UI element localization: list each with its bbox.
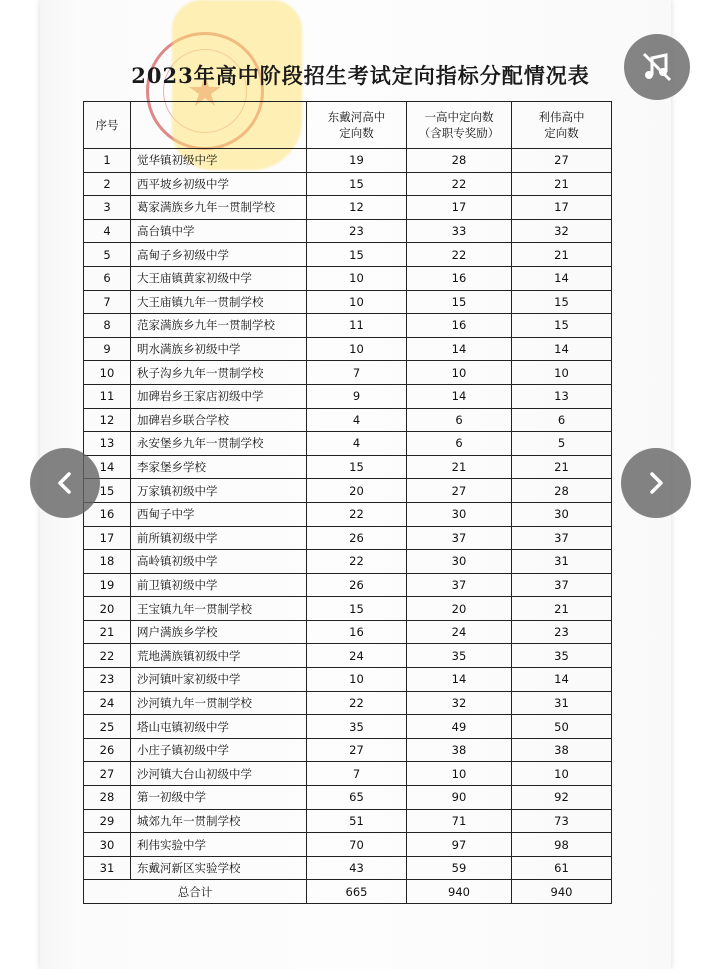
cell-school: 小庄子镇初级中学 (131, 738, 307, 762)
total-liwei: 940 (512, 880, 612, 904)
page-title: 2023年高中阶段招生考试定向指标分配情况表 (131, 63, 590, 88)
cell-yizhong: 28 (407, 149, 512, 173)
cell-dongdaihe: 26 (307, 526, 407, 550)
cell-yizhong: 97 (407, 833, 512, 857)
next-image-button[interactable] (621, 448, 691, 518)
cell-liwei: 50 (512, 715, 612, 739)
cell-yizhong: 37 (407, 573, 512, 597)
chevron-left-icon (50, 468, 80, 498)
cell-school: 万家镇初级中学 (131, 479, 307, 503)
cell-liwei: 21 (512, 455, 612, 479)
cell-no: 24 (84, 691, 131, 715)
cell-dongdaihe: 15 (307, 597, 407, 621)
header-no: 序号 (84, 102, 131, 149)
table-row (84, 856, 612, 880)
cell-liwei: 35 (512, 644, 612, 668)
previous-image-button[interactable] (30, 448, 100, 518)
cell-liwei: 21 (512, 597, 612, 621)
cell-no: 26 (84, 738, 131, 762)
cell-no: 4 (84, 219, 131, 243)
cell-liwei: 30 (512, 502, 612, 526)
cell-liwei: 21 (512, 243, 612, 267)
cell-dongdaihe: 7 (307, 762, 407, 786)
cell-dongdaihe: 20 (307, 479, 407, 503)
cell-no: 20 (84, 597, 131, 621)
cell-no: 16 (84, 502, 131, 526)
cell-dongdaihe: 22 (307, 691, 407, 715)
chevron-right-icon (641, 468, 671, 498)
cell-dongdaihe: 70 (307, 833, 407, 857)
cell-yizhong: 14 (407, 337, 512, 361)
cell-liwei: 27 (512, 149, 612, 173)
cell-dongdaihe: 10 (307, 337, 407, 361)
cell-liwei: 98 (512, 833, 612, 857)
cell-yizhong: 32 (407, 691, 512, 715)
table-row (84, 738, 612, 762)
cell-no: 15 (84, 479, 131, 503)
cell-yizhong: 17 (407, 196, 512, 220)
cell-school: 利伟实验中学 (131, 833, 307, 857)
cell-dongdaihe: 15 (307, 455, 407, 479)
cell-dongdaihe: 15 (307, 172, 407, 196)
cell-dongdaihe: 24 (307, 644, 407, 668)
cell-school: 城郊九年一贯制学校 (131, 809, 307, 833)
cell-yizhong: 6 (407, 432, 512, 456)
cell-liwei: 14 (512, 668, 612, 692)
table-row (84, 455, 612, 479)
cell-dongdaihe: 22 (307, 502, 407, 526)
cell-liwei: 14 (512, 266, 612, 290)
cell-dongdaihe: 43 (307, 856, 407, 880)
cell-yizhong: 20 (407, 597, 512, 621)
table-row (84, 479, 612, 503)
cell-yizhong: 16 (407, 314, 512, 338)
cell-school: 范家满族乡九年一贯制学校 (131, 314, 307, 338)
table-row (84, 337, 612, 361)
table-row (84, 809, 612, 833)
cell-yizhong: 37 (407, 526, 512, 550)
cell-no: 2 (84, 172, 131, 196)
cell-dongdaihe: 11 (307, 314, 407, 338)
cell-yizhong: 71 (407, 809, 512, 833)
table-row (84, 597, 612, 621)
cell-school: 荒地满族镇初级中学 (131, 644, 307, 668)
cell-liwei: 15 (512, 314, 612, 338)
cell-yizhong: 22 (407, 172, 512, 196)
cell-no: 6 (84, 266, 131, 290)
table-row (84, 361, 612, 385)
cell-dongdaihe: 10 (307, 290, 407, 314)
table-row (84, 314, 612, 338)
cell-liwei: 23 (512, 620, 612, 644)
cell-no: 25 (84, 715, 131, 739)
cell-school: 前所镇初级中学 (131, 526, 307, 550)
cell-liwei: 28 (512, 479, 612, 503)
cell-dongdaihe: 4 (307, 408, 407, 432)
cell-yizhong: 6 (407, 408, 512, 432)
cell-school: 沙河镇叶家初级中学 (131, 668, 307, 692)
table-total-row (84, 880, 612, 904)
cell-school: 觉华镇初级中学 (131, 149, 307, 173)
cell-liwei: 14 (512, 337, 612, 361)
cell-school: 葛家满族乡九年一贯制学校 (131, 196, 307, 220)
table-row (84, 149, 612, 173)
cell-no: 21 (84, 620, 131, 644)
cell-dongdaihe: 4 (307, 432, 407, 456)
table-row (84, 502, 612, 526)
cell-dongdaihe: 23 (307, 219, 407, 243)
table-row (84, 526, 612, 550)
cell-no: 30 (84, 833, 131, 857)
cell-school: 东戴河新区实验学校 (131, 856, 307, 880)
cell-dongdaihe: 19 (307, 149, 407, 173)
table-row (84, 550, 612, 574)
cell-yizhong: 27 (407, 479, 512, 503)
table-row (84, 644, 612, 668)
table-row (84, 668, 612, 692)
table-row (84, 172, 612, 196)
cell-yizhong: 21 (407, 455, 512, 479)
table-row (84, 196, 612, 220)
cell-no: 17 (84, 526, 131, 550)
cell-dongdaihe: 26 (307, 573, 407, 597)
header-dongdaihe: 东戴河高中 定向数 (307, 102, 407, 149)
cell-liwei: 37 (512, 526, 612, 550)
cell-liwei: 37 (512, 573, 612, 597)
cell-school: 西甸子中学 (131, 502, 307, 526)
cell-dongdaihe: 16 (307, 620, 407, 644)
cell-school: 前卫镇初级中学 (131, 573, 307, 597)
cell-dongdaihe: 10 (307, 668, 407, 692)
cell-liwei: 32 (512, 219, 612, 243)
cell-yizhong: 33 (407, 219, 512, 243)
table-row (84, 432, 612, 456)
cell-liwei: 21 (512, 172, 612, 196)
cell-yizhong: 14 (407, 668, 512, 692)
cell-liwei: 31 (512, 550, 612, 574)
cell-liwei: 31 (512, 691, 612, 715)
cell-yizhong: 49 (407, 715, 512, 739)
cell-yizhong: 24 (407, 620, 512, 644)
cell-yizhong: 14 (407, 384, 512, 408)
cell-dongdaihe: 35 (307, 715, 407, 739)
cell-no: 3 (84, 196, 131, 220)
table-row (84, 715, 612, 739)
cell-liwei: 61 (512, 856, 612, 880)
cell-school: 大王庙镇九年一贯制学校 (131, 290, 307, 314)
cell-no: 22 (84, 644, 131, 668)
cell-dongdaihe: 15 (307, 243, 407, 267)
cell-liwei: 10 (512, 762, 612, 786)
header-liwei: 利伟高中 定向数 (512, 102, 612, 149)
cell-no: 11 (84, 384, 131, 408)
music-toggle-button[interactable] (624, 34, 690, 100)
cell-yizhong: 10 (407, 361, 512, 385)
cell-no: 28 (84, 786, 131, 810)
cell-school: 李家堡乡学校 (131, 455, 307, 479)
cell-no: 8 (84, 314, 131, 338)
cell-liwei: 13 (512, 384, 612, 408)
cell-yizhong: 30 (407, 550, 512, 574)
cell-school: 沙河镇九年一贯制学校 (131, 691, 307, 715)
cell-no: 19 (84, 573, 131, 597)
cell-dongdaihe: 7 (307, 361, 407, 385)
cell-liwei: 38 (512, 738, 612, 762)
table-row (84, 243, 612, 267)
cell-school: 王宝镇九年一贯制学校 (131, 597, 307, 621)
cell-school: 塔山屯镇初级中学 (131, 715, 307, 739)
cell-no: 31 (84, 856, 131, 880)
cell-no: 12 (84, 408, 131, 432)
cell-school: 西平坡乡初级中学 (131, 172, 307, 196)
music-off-icon (637, 47, 677, 87)
table-row (84, 384, 612, 408)
cell-no: 5 (84, 243, 131, 267)
cell-school: 高台镇中学 (131, 219, 307, 243)
cell-school: 高甸子乡初级中学 (131, 243, 307, 267)
cell-dongdaihe: 9 (307, 384, 407, 408)
cell-school: 网户满族乡学校 (131, 620, 307, 644)
cell-liwei: 10 (512, 361, 612, 385)
cell-no: 29 (84, 809, 131, 833)
cell-liwei: 17 (512, 196, 612, 220)
cell-liwei: 92 (512, 786, 612, 810)
cell-school: 大王庙镇黄家初级中学 (131, 266, 307, 290)
table-row (84, 219, 612, 243)
table-header-row (84, 102, 612, 149)
table-row (84, 573, 612, 597)
cell-no: 9 (84, 337, 131, 361)
cell-no: 14 (84, 455, 131, 479)
cell-no: 27 (84, 762, 131, 786)
cell-no: 23 (84, 668, 131, 692)
total-dongdaihe: 665 (307, 880, 407, 904)
table-row (84, 620, 612, 644)
cell-yizhong: 10 (407, 762, 512, 786)
table-row (84, 833, 612, 857)
cell-school: 高岭镇初级中学 (131, 550, 307, 574)
cell-liwei: 73 (512, 809, 612, 833)
cell-dongdaihe: 65 (307, 786, 407, 810)
table-body (84, 149, 612, 904)
cell-school: 秋子沟乡九年一贯制学校 (131, 361, 307, 385)
header-school (131, 102, 307, 149)
total-label: 总合计 (84, 880, 307, 904)
cell-school: 加碑岩乡联合学校 (131, 408, 307, 432)
cell-no: 10 (84, 361, 131, 385)
cell-school: 第一初级中学 (131, 786, 307, 810)
cell-yizhong: 35 (407, 644, 512, 668)
cell-no: 7 (84, 290, 131, 314)
table-row (84, 691, 612, 715)
cell-yizhong: 16 (407, 266, 512, 290)
cell-dongdaihe: 27 (307, 738, 407, 762)
cell-school: 沙河镇大台山初级中学 (131, 762, 307, 786)
cell-dongdaihe: 12 (307, 196, 407, 220)
total-yizhong: 940 (407, 880, 512, 904)
cell-liwei: 5 (512, 432, 612, 456)
table-row (84, 762, 612, 786)
cell-dongdaihe: 10 (307, 266, 407, 290)
table-row (84, 290, 612, 314)
allocation-table (83, 101, 612, 904)
table-row (84, 266, 612, 290)
cell-liwei: 15 (512, 290, 612, 314)
cell-yizhong: 15 (407, 290, 512, 314)
cell-yizhong: 59 (407, 856, 512, 880)
cell-no: 1 (84, 149, 131, 173)
cell-dongdaihe: 22 (307, 550, 407, 574)
cell-yizhong: 22 (407, 243, 512, 267)
cell-school: 加碑岩乡王家店初级中学 (131, 384, 307, 408)
table-row (84, 786, 612, 810)
cell-no: 18 (84, 550, 131, 574)
table-row (84, 408, 612, 432)
cell-yizhong: 38 (407, 738, 512, 762)
cell-school: 明水满族乡初级中学 (131, 337, 307, 361)
cell-yizhong: 90 (407, 786, 512, 810)
cell-dongdaihe: 51 (307, 809, 407, 833)
cell-school: 永安堡乡九年一贯制学校 (131, 432, 307, 456)
cell-liwei: 6 (512, 408, 612, 432)
header-yizhong: 一高中定向数 （含职专奖励） (407, 102, 512, 149)
cell-yizhong: 30 (407, 502, 512, 526)
cell-no: 13 (84, 432, 131, 456)
